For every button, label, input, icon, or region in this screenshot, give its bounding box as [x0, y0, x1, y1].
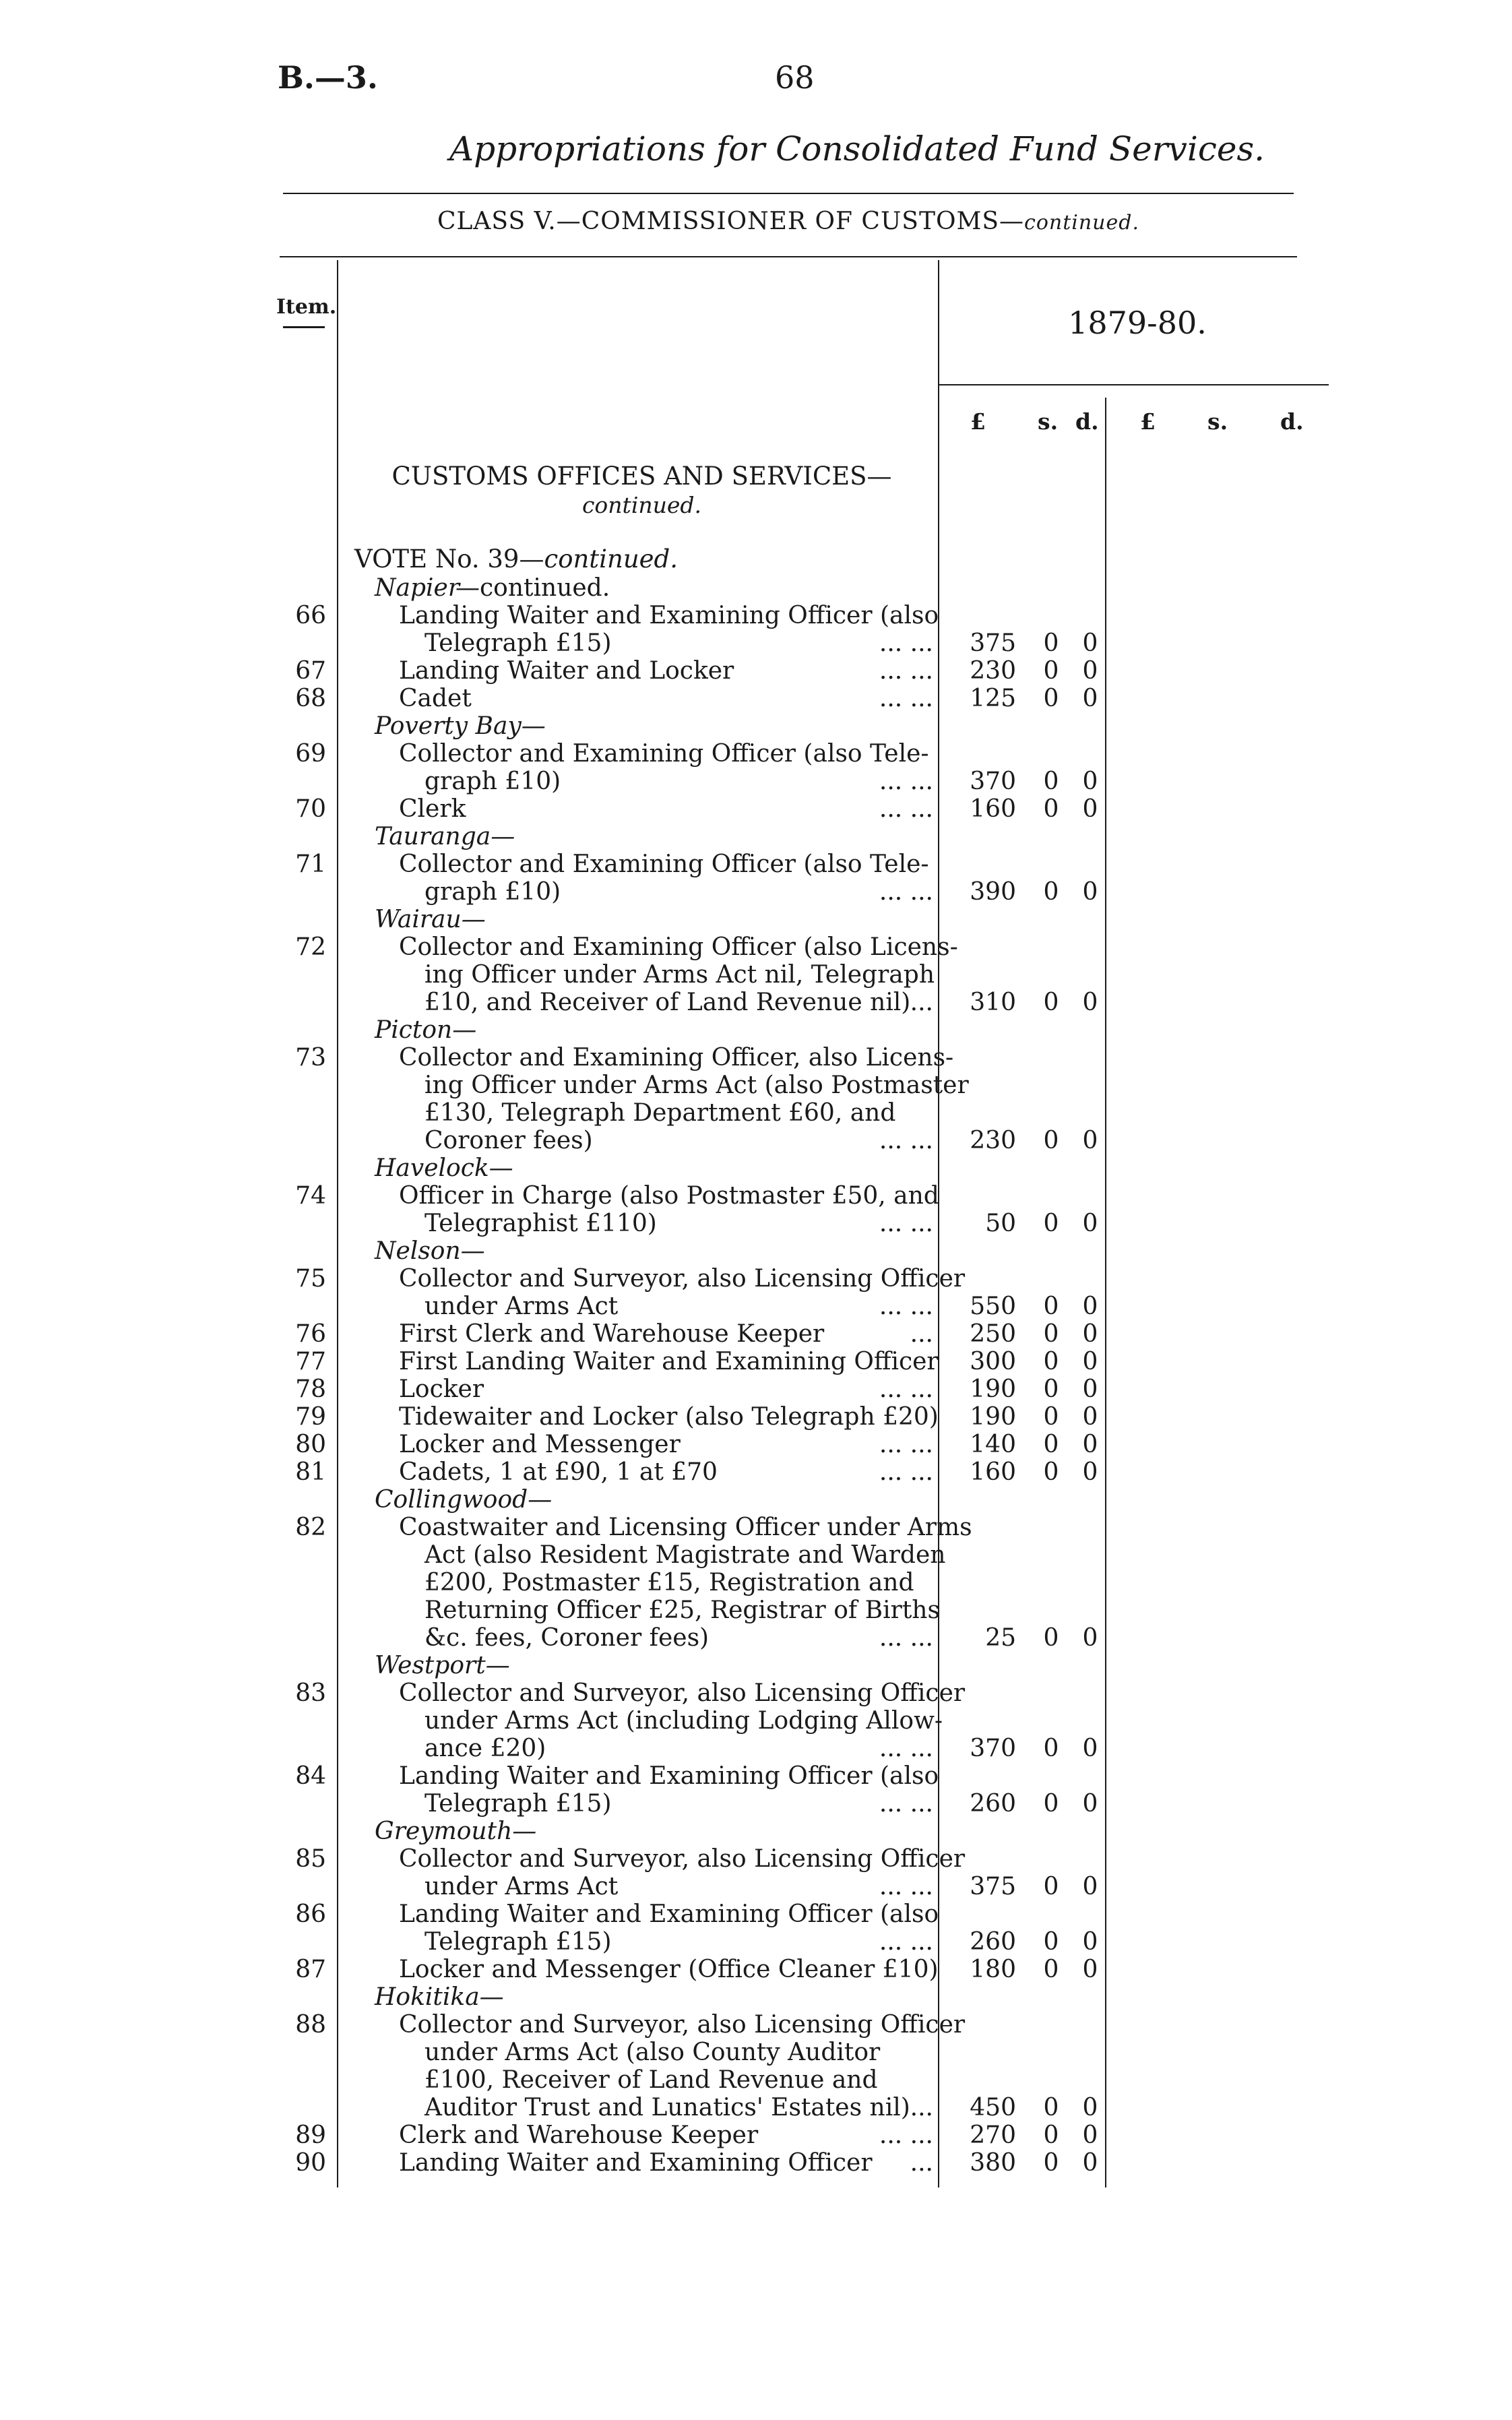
table-row	[0, 1790, 1512, 1818]
table-row	[0, 795, 1512, 824]
leader-dots: ... ...	[879, 629, 933, 657]
amount-pence: 0	[1082, 1320, 1098, 1348]
table-top-rule	[280, 256, 1297, 257]
table-row	[0, 961, 1512, 989]
amount-pounds: 250	[970, 1320, 1016, 1348]
item-description: Cadet	[399, 685, 472, 712]
item-number: 86	[295, 1900, 326, 1928]
table-row	[0, 574, 1512, 602]
table-row	[0, 740, 1512, 768]
amount-pounds: 260	[970, 1928, 1016, 1956]
amount-pounds: 190	[970, 1403, 1016, 1431]
place-heading: Wairau—	[375, 906, 486, 933]
leader-dots: ...	[910, 2094, 933, 2121]
amount-pence: 0	[1082, 1956, 1098, 1983]
leader-dots: ...	[910, 2149, 933, 2177]
amount-shillings: 0	[1043, 878, 1059, 906]
item-description: Locker	[399, 1375, 484, 1403]
amount-pence: 0	[1082, 1127, 1098, 1154]
item-description: Telegraphist £110)	[424, 1210, 657, 1237]
table-row	[0, 1707, 1512, 1735]
amount-pounds: 260	[970, 1790, 1016, 1818]
item-description: ing Officer under Arms Act nil, Telegraph	[424, 961, 935, 989]
item-description: Act (also Resident Magistrate and Warden	[424, 1541, 946, 1569]
amount-shillings: 0	[1043, 1458, 1059, 1486]
place-heading: Collingwood—	[375, 1486, 553, 1514]
table-row	[0, 1431, 1512, 1459]
table-row	[0, 1514, 1512, 1542]
item-description: Auditor Trust and Lunatics' Estates nil)	[424, 2094, 910, 2121]
amount-shillings: 0	[1043, 1348, 1059, 1375]
amount-shillings: 0	[1043, 1956, 1059, 1983]
table-row	[0, 1486, 1512, 1514]
place-heading: Havelock—	[375, 1154, 513, 1182]
page-number: 68	[775, 59, 815, 96]
leader-dots: ... ...	[879, 685, 933, 712]
title-rule	[283, 193, 1294, 194]
amount-pounds: 190	[970, 1375, 1016, 1403]
leader-dots: ... ...	[879, 1210, 933, 1237]
table-row	[0, 1237, 1512, 1266]
item-column-header: Item.	[276, 295, 337, 319]
item-header-underline	[283, 326, 325, 328]
shilling-unit-total: s.	[1207, 408, 1228, 435]
amount-shillings: 0	[1043, 1320, 1059, 1348]
class-title-suffix: continued.	[1024, 211, 1139, 235]
place-heading: Picton—	[375, 1016, 477, 1044]
table-row	[0, 1016, 1512, 1045]
item-description: Landing Waiter and Examining Officer (also	[399, 1900, 939, 1928]
vote-suffix: continued.	[544, 545, 679, 573]
leader-dots: ... ...	[879, 1735, 933, 1762]
item-description: Returning Officer £25, Registrar of Births	[424, 1596, 940, 1624]
table-row	[0, 1403, 1512, 1431]
place-heading: Greymouth—	[375, 1818, 537, 1845]
amount-pence: 0	[1082, 2121, 1098, 2149]
item-description: Clerk	[399, 795, 466, 823]
pence-unit: d.	[1075, 408, 1099, 435]
table-row	[0, 1127, 1512, 1155]
leader-dots: ... ...	[879, 1293, 933, 1320]
vote-label: VOTE No. 39—	[354, 545, 544, 573]
amount-shillings: 0	[1043, 1127, 1059, 1154]
amount-pounds: 310	[970, 989, 1016, 1016]
place-heading: Nelson—	[375, 1237, 485, 1265]
amount-shillings: 0	[1043, 795, 1059, 823]
item-number: 80	[295, 1431, 326, 1458]
table-row	[0, 657, 1512, 685]
shilling-unit: s.	[1038, 408, 1059, 435]
leader-dots: ... ...	[879, 1458, 933, 1486]
item-description: under Arms Act	[424, 1293, 619, 1320]
amount-shillings: 0	[1043, 1293, 1059, 1320]
item-number: 77	[295, 1348, 326, 1375]
amount-pounds: 370	[970, 768, 1016, 795]
table-row	[0, 1845, 1512, 1873]
table-row	[0, 850, 1512, 879]
amount-pounds: 375	[970, 1873, 1016, 1900]
amount-pounds: 140	[970, 1431, 1016, 1458]
year-header: 1879-80.	[1068, 305, 1207, 341]
item-description: graph £10)	[424, 768, 561, 795]
table-row	[0, 878, 1512, 906]
leader-dots: ... ...	[879, 768, 933, 795]
item-description: Collector and Surveyor, also Licensing Officer	[399, 2011, 966, 2039]
amount-pounds: 380	[970, 2149, 1016, 2177]
item-description: Landing Waiter and Examining Officer	[399, 2149, 873, 2177]
table-row	[0, 2121, 1512, 2150]
table-row	[0, 2149, 1512, 2177]
item-number: 72	[295, 933, 326, 961]
item-description: under Arms Act (also County Auditor	[424, 2039, 881, 2066]
amount-pounds: 390	[970, 878, 1016, 906]
item-description: Collector and Surveyor, also Licensing Officer	[399, 1845, 966, 1873]
amount-shillings: 0	[1043, 1624, 1059, 1652]
item-description: Collector and Surveyor, also Licensing Officer	[399, 1679, 966, 1707]
amount-pounds: 270	[970, 2121, 1016, 2149]
item-description: Coroner fees)	[424, 1127, 593, 1154]
table-row	[0, 1265, 1512, 1293]
table-row	[0, 1072, 1512, 1100]
table-row	[0, 1679, 1512, 1708]
item-number: 70	[295, 795, 326, 823]
amount-shillings: 0	[1043, 1873, 1059, 1900]
item-description: Telegraph £15)	[424, 629, 612, 657]
table-row	[0, 2066, 1512, 2095]
item-number: 71	[295, 850, 326, 878]
item-number: 73	[295, 1044, 326, 1072]
table-row	[0, 1044, 1512, 1072]
section-title	[357, 462, 926, 520]
item-number: 74	[295, 1182, 326, 1210]
amount-pence: 0	[1082, 685, 1098, 712]
table-row	[0, 1624, 1512, 1652]
table-row	[0, 1928, 1512, 1956]
amount-pence: 0	[1082, 1431, 1098, 1458]
amount-pounds: 230	[970, 1127, 1016, 1154]
amount-shillings: 0	[1043, 2149, 1059, 2177]
table-row	[0, 1873, 1512, 1901]
amount-shillings: 0	[1043, 1735, 1059, 1762]
amount-pounds: 450	[970, 2094, 1016, 2121]
item-number: 85	[295, 1845, 326, 1873]
leader-dots: ... ...	[879, 1375, 933, 1403]
amount-pounds: 160	[970, 795, 1016, 823]
table-row	[0, 1182, 1512, 1210]
table-row	[0, 2094, 1512, 2122]
amount-shillings: 0	[1043, 1375, 1059, 1403]
amount-shillings: 0	[1043, 1431, 1059, 1458]
amount-pence: 0	[1082, 1293, 1098, 1320]
item-description: First Clerk and Warehouse Keeper	[399, 1320, 825, 1348]
item-description: Landing Waiter and Locker	[399, 657, 734, 685]
item-number: 83	[295, 1679, 326, 1707]
item-number: 69	[295, 740, 326, 768]
table-row	[0, 1956, 1512, 1984]
amount-shillings: 0	[1043, 1928, 1059, 1956]
leader-dots: ... ...	[879, 2121, 933, 2149]
amount-shillings: 0	[1043, 768, 1059, 795]
leader-dots: ...	[910, 989, 933, 1016]
leader-dots: ... ...	[879, 1928, 933, 1956]
pound-unit-total: £	[1140, 408, 1156, 435]
leader-dots: ... ...	[879, 657, 933, 685]
item-number: 78	[295, 1375, 326, 1403]
table-row	[0, 1541, 1512, 1570]
place-heading: Napier	[375, 574, 460, 602]
item-description: Clerk and Warehouse Keeper	[399, 2121, 759, 2149]
item-description: Locker and Messenger	[399, 1431, 681, 1458]
item-description: First Landing Waiter and Examining Officer	[399, 1348, 939, 1375]
item-description: Locker and Messenger (Office Cleaner £10)	[399, 1956, 939, 1983]
item-description: £200, Postmaster £15, Registration and	[424, 1569, 914, 1596]
item-number: 81	[295, 1458, 326, 1486]
amount-pence: 0	[1082, 2094, 1098, 2121]
amount-shillings: 0	[1043, 2094, 1059, 2121]
item-description: Cadets, 1 at £90, 1 at £70	[399, 1458, 718, 1486]
table-row	[0, 629, 1512, 658]
table-row	[0, 1596, 1512, 1625]
item-description: Collector and Examining Officer (also Tele-	[399, 850, 929, 878]
item-description: Landing Waiter and Examining Officer (also	[399, 602, 939, 629]
item-number: 68	[295, 685, 326, 712]
place-heading: Tauranga—	[375, 823, 515, 850]
amount-pounds: 300	[970, 1348, 1016, 1375]
table-row	[0, 1099, 1512, 1127]
item-number: 88	[295, 2011, 326, 2039]
leader-dots: ... ...	[879, 1431, 933, 1458]
amount-shillings: 0	[1043, 989, 1059, 1016]
table-row	[0, 712, 1512, 741]
amount-pence: 0	[1082, 1790, 1098, 1818]
item-description: Telegraph £15)	[424, 1790, 612, 1818]
item-description: Coastwaiter and Licensing Officer under Arms	[399, 1514, 972, 1541]
item-number: 84	[295, 1762, 326, 1790]
table-row	[0, 1900, 1512, 1929]
table-row	[0, 685, 1512, 713]
table-row	[0, 1375, 1512, 1404]
item-description: £10, and Receiver of Land Revenue nil)	[424, 989, 911, 1016]
class-title	[283, 208, 1294, 235]
item-description: graph £10)	[424, 878, 561, 906]
amount-pounds: 180	[970, 1956, 1016, 1983]
table-row	[0, 906, 1512, 934]
amount-pence: 0	[1082, 1873, 1098, 1900]
amount-pence: 0	[1082, 1403, 1098, 1431]
table-row	[0, 989, 1512, 1017]
table-row	[0, 1762, 1512, 1791]
pound-unit: £	[970, 408, 986, 435]
table-row	[0, 1652, 1512, 1680]
leader-dots: ... ...	[879, 1624, 933, 1652]
item-description: under Arms Act	[424, 1873, 619, 1900]
place-heading: Poverty Bay—	[375, 712, 546, 740]
amount-shillings: 0	[1043, 1403, 1059, 1431]
item-number: 79	[295, 1403, 326, 1431]
amount-pounds: 230	[970, 657, 1016, 685]
page-title: Appropriations for Consolidated Fund Services.	[449, 129, 1265, 168]
item-number: 67	[295, 657, 326, 685]
amount-pence: 0	[1082, 795, 1098, 823]
vote-heading	[354, 545, 678, 573]
amount-pence: 0	[1082, 878, 1098, 906]
item-description: Collector and Examining Officer (also Tele-	[399, 740, 929, 768]
amount-pounds: 160	[970, 1458, 1016, 1486]
item-description: Collector and Examining Officer, also Licens-	[399, 1044, 954, 1072]
item-description: Tidewaiter and Locker (also Telegraph £20)	[399, 1403, 939, 1431]
pence-unit-total: d.	[1280, 408, 1304, 435]
amount-pounds: 375	[970, 629, 1016, 657]
amount-pence: 0	[1082, 2149, 1098, 2177]
table-row	[0, 823, 1512, 851]
leader-dots: ... ...	[879, 878, 933, 906]
place-heading: Hokitika—	[375, 1983, 504, 2011]
amount-pence: 0	[1082, 1210, 1098, 1237]
item-description: Collector and Surveyor, also Licensing Officer	[399, 1265, 966, 1293]
amount-pence: 0	[1082, 989, 1098, 1016]
leader-dots: ...	[910, 1320, 933, 1348]
item-description: Landing Waiter and Examining Officer (also	[399, 1762, 939, 1790]
amount-pounds: 25	[985, 1624, 1016, 1652]
amount-pence: 0	[1082, 1624, 1098, 1652]
item-number: 89	[295, 2121, 326, 2149]
table-row	[0, 1818, 1512, 1846]
item-number: 75	[295, 1265, 326, 1293]
table-row	[0, 1458, 1512, 1487]
year-rule	[938, 384, 1329, 385]
table-row	[0, 1569, 1512, 1597]
amount-shillings: 0	[1043, 685, 1059, 712]
table-row	[0, 1210, 1512, 1238]
table-row	[0, 933, 1512, 962]
item-description: &c. fees, Coroner fees)	[424, 1624, 710, 1652]
amount-pence: 0	[1082, 1348, 1098, 1375]
item-description: £100, Receiver of Land Revenue and	[424, 2066, 878, 2094]
class-title-main: CLASS V.—COMMISSIONER OF CUSTOMS—	[437, 208, 1025, 235]
amount-pence: 0	[1082, 657, 1098, 685]
amount-pounds: 50	[985, 1210, 1016, 1237]
table-row	[0, 602, 1512, 630]
amount-pence: 0	[1082, 768, 1098, 795]
leader-dots: ... ...	[879, 1127, 933, 1154]
item-number: 66	[295, 602, 326, 629]
table-row	[0, 2011, 1512, 2039]
table-row	[0, 1983, 1512, 2012]
item-description: Officer in Charge (also Postmaster £50, and	[399, 1182, 939, 1210]
table-row	[0, 1735, 1512, 1763]
amount-pence: 0	[1082, 1928, 1098, 1956]
item-number: 87	[295, 1956, 326, 1983]
table-row	[0, 1293, 1512, 1321]
item-description: Collector and Examining Officer (also Licens-	[399, 933, 958, 961]
table-row	[0, 1348, 1512, 1376]
amount-shillings: 0	[1043, 629, 1059, 657]
section-title-sub: continued.	[581, 492, 702, 518]
item-description: ance £20)	[424, 1735, 546, 1762]
leader-dots: ... ...	[879, 795, 933, 823]
item-description: ing Officer under Arms Act (also Postmaster	[424, 1072, 969, 1099]
amount-pence: 0	[1082, 1375, 1098, 1403]
amount-pence: 0	[1082, 1735, 1098, 1762]
amount-shillings: 0	[1043, 657, 1059, 685]
amount-shillings: 0	[1043, 2121, 1059, 2149]
amount-pence: 0	[1082, 1458, 1098, 1486]
item-description: Telegraph £15)	[424, 1928, 612, 1956]
table-row	[0, 1154, 1512, 1183]
table-row	[0, 1320, 1512, 1348]
item-number: 90	[295, 2149, 326, 2177]
table-row	[0, 768, 1512, 796]
amount-pounds: 370	[970, 1735, 1016, 1762]
place-heading-suffix: —continued.	[455, 574, 610, 602]
item-description: £130, Telegraph Department £60, and	[424, 1099, 896, 1127]
amount-shillings: 0	[1043, 1790, 1059, 1818]
table-row	[0, 2039, 1512, 2067]
amount-pence: 0	[1082, 629, 1098, 657]
leader-dots: ... ...	[879, 1873, 933, 1900]
place-heading: Westport—	[375, 1652, 510, 1679]
item-number: 82	[295, 1514, 326, 1541]
item-number: 76	[295, 1320, 326, 1348]
document-reference: B.—3.	[278, 59, 378, 96]
item-description: under Arms Act (including Lodging Allow-	[424, 1707, 943, 1735]
section-title-main: CUSTOMS OFFICES AND SERVICES—	[391, 462, 892, 491]
amount-pounds: 550	[970, 1293, 1016, 1320]
amount-pounds: 125	[970, 685, 1016, 712]
leader-dots: ... ...	[879, 1790, 933, 1818]
amount-shillings: 0	[1043, 1210, 1059, 1237]
